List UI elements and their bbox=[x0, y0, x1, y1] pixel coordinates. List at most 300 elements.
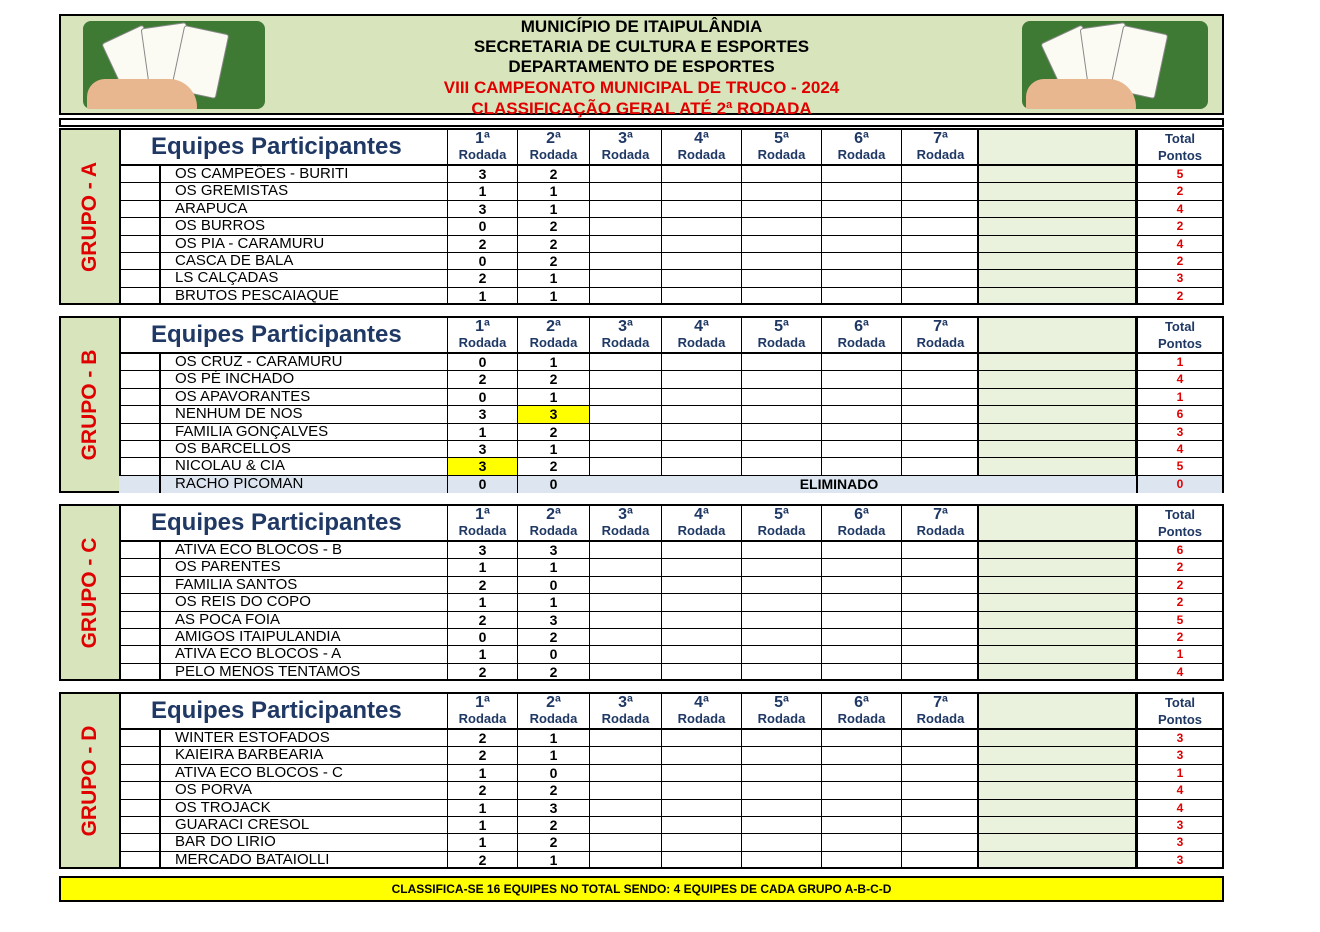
round-word: Rodada bbox=[677, 335, 726, 350]
round-3-score bbox=[589, 852, 661, 869]
total-label: Total bbox=[1164, 507, 1196, 522]
team-name: OS APAVORANTES bbox=[159, 389, 447, 405]
round-word: Rodada bbox=[757, 147, 806, 162]
round-word: Rodada bbox=[529, 147, 578, 162]
round-1-score: 0 bbox=[447, 629, 517, 645]
round-1-score: 1 bbox=[447, 183, 517, 199]
team-row bbox=[119, 747, 1222, 764]
round-word: Rodada bbox=[529, 523, 578, 538]
round-1-score: 0 bbox=[447, 354, 517, 370]
round-4-score bbox=[661, 817, 741, 833]
round-6-score bbox=[821, 441, 901, 457]
team-row bbox=[119, 201, 1222, 218]
round-number: 6ª bbox=[854, 506, 869, 523]
round-word: Rodada bbox=[601, 711, 650, 726]
round-5-header bbox=[741, 318, 821, 352]
round-word: Rodada bbox=[757, 523, 806, 538]
round-6-score bbox=[821, 629, 901, 645]
round-2-score: 2 bbox=[517, 166, 589, 182]
round-5-score bbox=[741, 765, 821, 781]
team-row bbox=[119, 166, 1222, 183]
round-1-score: 3 bbox=[447, 166, 517, 182]
round-6-score bbox=[821, 542, 901, 558]
group-d bbox=[59, 692, 1224, 869]
round-3-score bbox=[589, 542, 661, 558]
team-row bbox=[119, 424, 1222, 441]
round-word: Rodada bbox=[916, 523, 965, 538]
round-word: Rodada bbox=[837, 711, 886, 726]
round-1-score: 2 bbox=[447, 664, 517, 681]
round-5-score bbox=[741, 577, 821, 593]
team-name: OS PÉ INCHADO bbox=[159, 371, 447, 387]
round-5-score bbox=[741, 389, 821, 405]
round-6-header bbox=[821, 318, 901, 352]
round-2-score: 1 bbox=[517, 201, 589, 217]
round-4-score bbox=[661, 288, 741, 305]
round-word: Rodada bbox=[677, 711, 726, 726]
round-2-header bbox=[517, 130, 589, 164]
total-points: 1 bbox=[1136, 389, 1222, 405]
round-4-score bbox=[661, 218, 741, 234]
team-row bbox=[119, 577, 1222, 594]
round-number: 7ª bbox=[933, 506, 948, 523]
round-4-score bbox=[661, 612, 741, 628]
round-3-score bbox=[589, 218, 661, 234]
team-row bbox=[119, 253, 1222, 270]
round-2-score: 1 bbox=[517, 183, 589, 199]
round-word: Rodada bbox=[529, 335, 578, 350]
total-points: 2 bbox=[1136, 577, 1222, 593]
round-6-score bbox=[821, 288, 901, 305]
round-5-score bbox=[741, 270, 821, 286]
round-number: 1ª bbox=[475, 318, 490, 335]
round-3-score bbox=[589, 424, 661, 440]
round-7-score bbox=[901, 458, 979, 474]
team-name: OS CRUZ - CARAMURU bbox=[159, 354, 447, 370]
round-7-header bbox=[901, 130, 979, 164]
total-points: 4 bbox=[1136, 782, 1222, 798]
round-6-score bbox=[821, 852, 901, 869]
team-name: AMIGOS ITAIPULANDIA bbox=[159, 629, 447, 645]
round-5-score bbox=[741, 354, 821, 370]
team-name: OS BURROS bbox=[159, 218, 447, 234]
round-3-score bbox=[589, 270, 661, 286]
round-4-score bbox=[661, 424, 741, 440]
group-title: GRUPO - D bbox=[78, 725, 101, 836]
page-header bbox=[59, 14, 1224, 118]
team-name: ATIVA ECO BLOCOS - C bbox=[159, 765, 447, 781]
round-4-score bbox=[661, 629, 741, 645]
team-name: OS PIA - CARAMURU bbox=[159, 236, 447, 252]
round-3-score bbox=[589, 612, 661, 628]
total-points: 3 bbox=[1136, 424, 1222, 440]
round-4-score bbox=[661, 594, 741, 610]
team-row bbox=[119, 612, 1222, 629]
round-1-score: 0 bbox=[447, 476, 517, 493]
round-1-score: 2 bbox=[447, 747, 517, 763]
round-7-score bbox=[901, 371, 979, 387]
round-2-header bbox=[517, 694, 589, 728]
round-2-score: 2 bbox=[517, 458, 589, 474]
total-points: 2 bbox=[1136, 594, 1222, 610]
round-1-score: 0 bbox=[447, 218, 517, 234]
round-5-score bbox=[741, 166, 821, 182]
round-2-score: 1 bbox=[517, 354, 589, 370]
round-3-score bbox=[589, 765, 661, 781]
round-6-score bbox=[821, 800, 901, 816]
round-5-score bbox=[741, 646, 821, 662]
round-7-score bbox=[901, 629, 979, 645]
group-side-label bbox=[61, 694, 121, 867]
group-title: GRUPO - B bbox=[78, 349, 101, 460]
round-number: 7ª bbox=[933, 130, 948, 147]
round-5-score bbox=[741, 458, 821, 474]
round-number: 6ª bbox=[854, 694, 869, 711]
points-label: Pontos bbox=[1157, 712, 1203, 727]
round-1-score: 1 bbox=[447, 834, 517, 850]
points-label: Pontos bbox=[1157, 524, 1203, 539]
round-7-score bbox=[901, 782, 979, 798]
round-3-score bbox=[589, 183, 661, 199]
round-number: 5ª bbox=[774, 506, 789, 523]
round-4-score bbox=[661, 782, 741, 798]
round-2-score: 3 bbox=[517, 406, 589, 422]
round-5-header bbox=[741, 694, 821, 728]
round-3-score bbox=[589, 629, 661, 645]
round-1-score: 2 bbox=[447, 577, 517, 593]
round-6-score bbox=[821, 354, 901, 370]
total-points-header bbox=[1136, 318, 1222, 352]
round-7-score bbox=[901, 201, 979, 217]
round-6-score bbox=[821, 406, 901, 422]
team-row bbox=[119, 817, 1222, 834]
round-4-score bbox=[661, 852, 741, 869]
team-row bbox=[119, 646, 1222, 663]
round-3-score bbox=[589, 406, 661, 422]
team-name: AS POCA FOIA bbox=[159, 612, 447, 628]
round-4-score bbox=[661, 834, 741, 850]
round-5-score bbox=[741, 612, 821, 628]
round-4-score bbox=[661, 406, 741, 422]
round-number: 7ª bbox=[933, 694, 948, 711]
round-7-score bbox=[901, 612, 979, 628]
round-7-header bbox=[901, 318, 979, 352]
round-1-score: 0 bbox=[447, 253, 517, 269]
team-row bbox=[119, 852, 1222, 869]
round-4-score bbox=[661, 183, 741, 199]
round-1-score: 1 bbox=[447, 646, 517, 662]
round-6-score bbox=[821, 577, 901, 593]
round-4-score bbox=[661, 354, 741, 370]
round-4-score bbox=[661, 253, 741, 269]
round-3-score bbox=[589, 577, 661, 593]
round-3-score bbox=[589, 594, 661, 610]
round-word: Rodada bbox=[757, 335, 806, 350]
team-name: BAR DO LIRIO bbox=[159, 834, 447, 850]
round-6-score bbox=[821, 834, 901, 850]
round-2-score: 1 bbox=[517, 747, 589, 763]
round-1-score: 2 bbox=[447, 612, 517, 628]
round-7-score bbox=[901, 542, 979, 558]
round-4-score bbox=[661, 577, 741, 593]
round-1-header bbox=[447, 694, 517, 728]
round-7-score bbox=[901, 424, 979, 440]
round-6-score bbox=[821, 594, 901, 610]
team-row bbox=[119, 730, 1222, 747]
round-7-score bbox=[901, 817, 979, 833]
round-1-score: 1 bbox=[447, 817, 517, 833]
group-side-label bbox=[61, 130, 121, 303]
header-line-championship: VIII CAMPEONATO MUNICIPAL DE TRUCO - 2024 bbox=[443, 78, 840, 97]
round-4-score bbox=[661, 646, 741, 662]
round-4-header bbox=[661, 506, 741, 540]
round-2-score: 2 bbox=[517, 253, 589, 269]
round-7-score bbox=[901, 730, 979, 746]
round-6-score bbox=[821, 183, 901, 199]
round-1-score: 1 bbox=[447, 424, 517, 440]
round-7-score bbox=[901, 288, 979, 305]
team-name: OS CAMPEÕES - BURITI bbox=[159, 166, 447, 182]
round-7-score bbox=[901, 183, 979, 199]
round-2-score: 1 bbox=[517, 441, 589, 457]
round-3-header bbox=[589, 694, 661, 728]
round-7-score bbox=[901, 834, 979, 850]
group-title: GRUPO - C bbox=[78, 537, 101, 648]
total-points: 3 bbox=[1136, 834, 1222, 850]
round-4-header bbox=[661, 318, 741, 352]
round-number: 4ª bbox=[694, 130, 709, 147]
total-points: 2 bbox=[1136, 559, 1222, 575]
teams-column-header: Equipes Participantes bbox=[151, 509, 402, 536]
total-points: 3 bbox=[1136, 817, 1222, 833]
team-row bbox=[119, 288, 1222, 305]
round-4-score bbox=[661, 236, 741, 252]
round-6-header bbox=[821, 694, 901, 728]
round-7-score bbox=[901, 594, 979, 610]
team-row bbox=[119, 800, 1222, 817]
round-2-score: 0 bbox=[517, 646, 589, 662]
table-header-row bbox=[119, 694, 1222, 730]
round-number: 4ª bbox=[694, 694, 709, 711]
round-6-score bbox=[821, 458, 901, 474]
round-3-score bbox=[589, 253, 661, 269]
round-number: 1ª bbox=[475, 694, 490, 711]
header-line-municipality: MUNICÍPIO DE ITAIPULÂNDIA bbox=[520, 17, 763, 36]
team-name: NICOLAU & CIA bbox=[159, 458, 447, 474]
round-7-score bbox=[901, 852, 979, 869]
round-number: 2ª bbox=[546, 694, 561, 711]
footer-note: CLASSIFICA-SE 16 EQUIPES NO TOTAL SENDO: 4 EQUIPES DE CADA GRUPO A-B-C-D bbox=[59, 876, 1224, 902]
team-row bbox=[119, 542, 1222, 559]
round-7-score bbox=[901, 270, 979, 286]
round-2-score: 2 bbox=[517, 236, 589, 252]
round-2-score: 1 bbox=[517, 559, 589, 575]
round-5-score bbox=[741, 730, 821, 746]
round-7-score bbox=[901, 253, 979, 269]
round-2-score: 2 bbox=[517, 218, 589, 234]
round-word: Rodada bbox=[458, 711, 507, 726]
round-number: 4ª bbox=[694, 318, 709, 335]
team-name: NENHUM DE NOS bbox=[159, 406, 447, 422]
round-number: 3ª bbox=[618, 694, 633, 711]
team-name: OS GREMISTAS bbox=[159, 183, 447, 199]
round-5-score bbox=[741, 253, 821, 269]
round-1-score: 0 bbox=[447, 389, 517, 405]
round-2-score: 2 bbox=[517, 782, 589, 798]
round-1-score: 2 bbox=[447, 852, 517, 869]
round-6-score bbox=[821, 782, 901, 798]
round-5-score bbox=[741, 594, 821, 610]
total-points: 1 bbox=[1136, 646, 1222, 662]
round-7-score bbox=[901, 389, 979, 405]
total-points: 2 bbox=[1136, 629, 1222, 645]
group-a bbox=[59, 128, 1224, 305]
round-3-score bbox=[589, 817, 661, 833]
round-5-score bbox=[741, 218, 821, 234]
round-word: Rodada bbox=[837, 335, 886, 350]
team-name: GUARACI CRESOL bbox=[159, 817, 447, 833]
points-label: Pontos bbox=[1157, 148, 1203, 163]
round-1-score: 1 bbox=[447, 288, 517, 305]
round-2-header bbox=[517, 318, 589, 352]
round-1-score: 3 bbox=[447, 406, 517, 422]
truco-cards-logo-right bbox=[1022, 21, 1208, 109]
round-3-score bbox=[589, 834, 661, 850]
round-3-score bbox=[589, 166, 661, 182]
team-row bbox=[119, 218, 1222, 235]
round-3-score bbox=[589, 664, 661, 681]
round-4-score bbox=[661, 730, 741, 746]
group-side-label bbox=[61, 506, 121, 679]
round-1-score: 1 bbox=[447, 765, 517, 781]
total-points-header bbox=[1136, 506, 1222, 540]
round-4-score bbox=[661, 747, 741, 763]
round-1-score: 3 bbox=[447, 458, 517, 474]
round-4-score bbox=[661, 542, 741, 558]
round-2-score: 0 bbox=[517, 765, 589, 781]
team-name: RACHO PICOMAN bbox=[159, 476, 447, 493]
round-7-header bbox=[901, 506, 979, 540]
round-7-score bbox=[901, 577, 979, 593]
team-row bbox=[119, 458, 1222, 475]
round-number: 2ª bbox=[546, 130, 561, 147]
round-7-score bbox=[901, 406, 979, 422]
round-7-score bbox=[901, 354, 979, 370]
round-number: 1ª bbox=[475, 130, 490, 147]
round-word: Rodada bbox=[916, 335, 965, 350]
round-6-score bbox=[821, 646, 901, 662]
team-name: OS BARCELLOS bbox=[159, 441, 447, 457]
round-3-score bbox=[589, 559, 661, 575]
team-row bbox=[119, 664, 1222, 681]
points-label: Pontos bbox=[1157, 336, 1203, 351]
round-2-score: 0 bbox=[517, 577, 589, 593]
total-points: 2 bbox=[1136, 183, 1222, 199]
round-1-score: 2 bbox=[447, 236, 517, 252]
round-7-score bbox=[901, 441, 979, 457]
round-4-header bbox=[661, 694, 741, 728]
round-7-score bbox=[901, 236, 979, 252]
round-5-score bbox=[741, 782, 821, 798]
round-5-score bbox=[741, 852, 821, 869]
round-4-score bbox=[661, 559, 741, 575]
round-6-score bbox=[821, 236, 901, 252]
team-row bbox=[119, 389, 1222, 406]
team-name: ATIVA ECO BLOCOS - B bbox=[159, 542, 447, 558]
team-row bbox=[119, 270, 1222, 287]
team-row bbox=[119, 441, 1222, 458]
team-row bbox=[119, 594, 1222, 611]
round-7-score bbox=[901, 747, 979, 763]
round-5-score bbox=[741, 542, 821, 558]
total-points: 1 bbox=[1136, 765, 1222, 781]
round-3-header bbox=[589, 318, 661, 352]
round-3-score bbox=[589, 371, 661, 387]
round-number: 3ª bbox=[618, 130, 633, 147]
round-3-header bbox=[589, 506, 661, 540]
round-2-score: 2 bbox=[517, 371, 589, 387]
round-number: 1ª bbox=[475, 506, 490, 523]
round-4-score bbox=[661, 458, 741, 474]
round-6-score bbox=[821, 270, 901, 286]
round-3-score bbox=[589, 288, 661, 305]
team-name: OS REIS DO COPO bbox=[159, 594, 447, 610]
total-points-header bbox=[1136, 694, 1222, 728]
total-points: 4 bbox=[1136, 371, 1222, 387]
round-number: 3ª bbox=[618, 506, 633, 523]
total-points: 5 bbox=[1136, 612, 1222, 628]
group-title: GRUPO - A bbox=[78, 161, 101, 272]
round-2-score: 2 bbox=[517, 664, 589, 681]
round-word: Rodada bbox=[529, 711, 578, 726]
round-2-score: 2 bbox=[517, 629, 589, 645]
round-2-score: 3 bbox=[517, 800, 589, 816]
round-7-score bbox=[901, 218, 979, 234]
round-word: Rodada bbox=[458, 523, 507, 538]
round-6-score bbox=[821, 201, 901, 217]
round-4-score bbox=[661, 371, 741, 387]
round-4-score bbox=[661, 800, 741, 816]
round-word: Rodada bbox=[458, 147, 507, 162]
round-7-score bbox=[901, 559, 979, 575]
round-6-score bbox=[821, 765, 901, 781]
team-name: FAMILIA SANTOS bbox=[159, 577, 447, 593]
round-1-score: 1 bbox=[447, 559, 517, 575]
total-points: 0 bbox=[1136, 476, 1222, 493]
round-2-score: 2 bbox=[517, 834, 589, 850]
round-2-score: 3 bbox=[517, 542, 589, 558]
team-name: ATIVA ECO BLOCOS - A bbox=[159, 646, 447, 662]
round-5-score bbox=[741, 817, 821, 833]
total-points: 3 bbox=[1136, 730, 1222, 746]
group-side-label bbox=[61, 318, 121, 491]
round-2-score: 1 bbox=[517, 288, 589, 305]
team-row bbox=[119, 354, 1222, 371]
round-2-score: 3 bbox=[517, 612, 589, 628]
round-4-score bbox=[661, 765, 741, 781]
eliminated-label: ELIMINADO bbox=[799, 475, 879, 492]
round-6-score bbox=[821, 389, 901, 405]
round-3-score bbox=[589, 458, 661, 474]
round-5-score bbox=[741, 834, 821, 850]
teams-column-header: Equipes Participantes bbox=[151, 697, 402, 724]
round-number: 4ª bbox=[694, 506, 709, 523]
team-name: KAIEIRA BARBEARIA bbox=[159, 747, 447, 763]
round-1-score: 2 bbox=[447, 270, 517, 286]
round-2-score: 1 bbox=[517, 270, 589, 286]
round-6-score bbox=[821, 817, 901, 833]
round-5-score bbox=[741, 441, 821, 457]
